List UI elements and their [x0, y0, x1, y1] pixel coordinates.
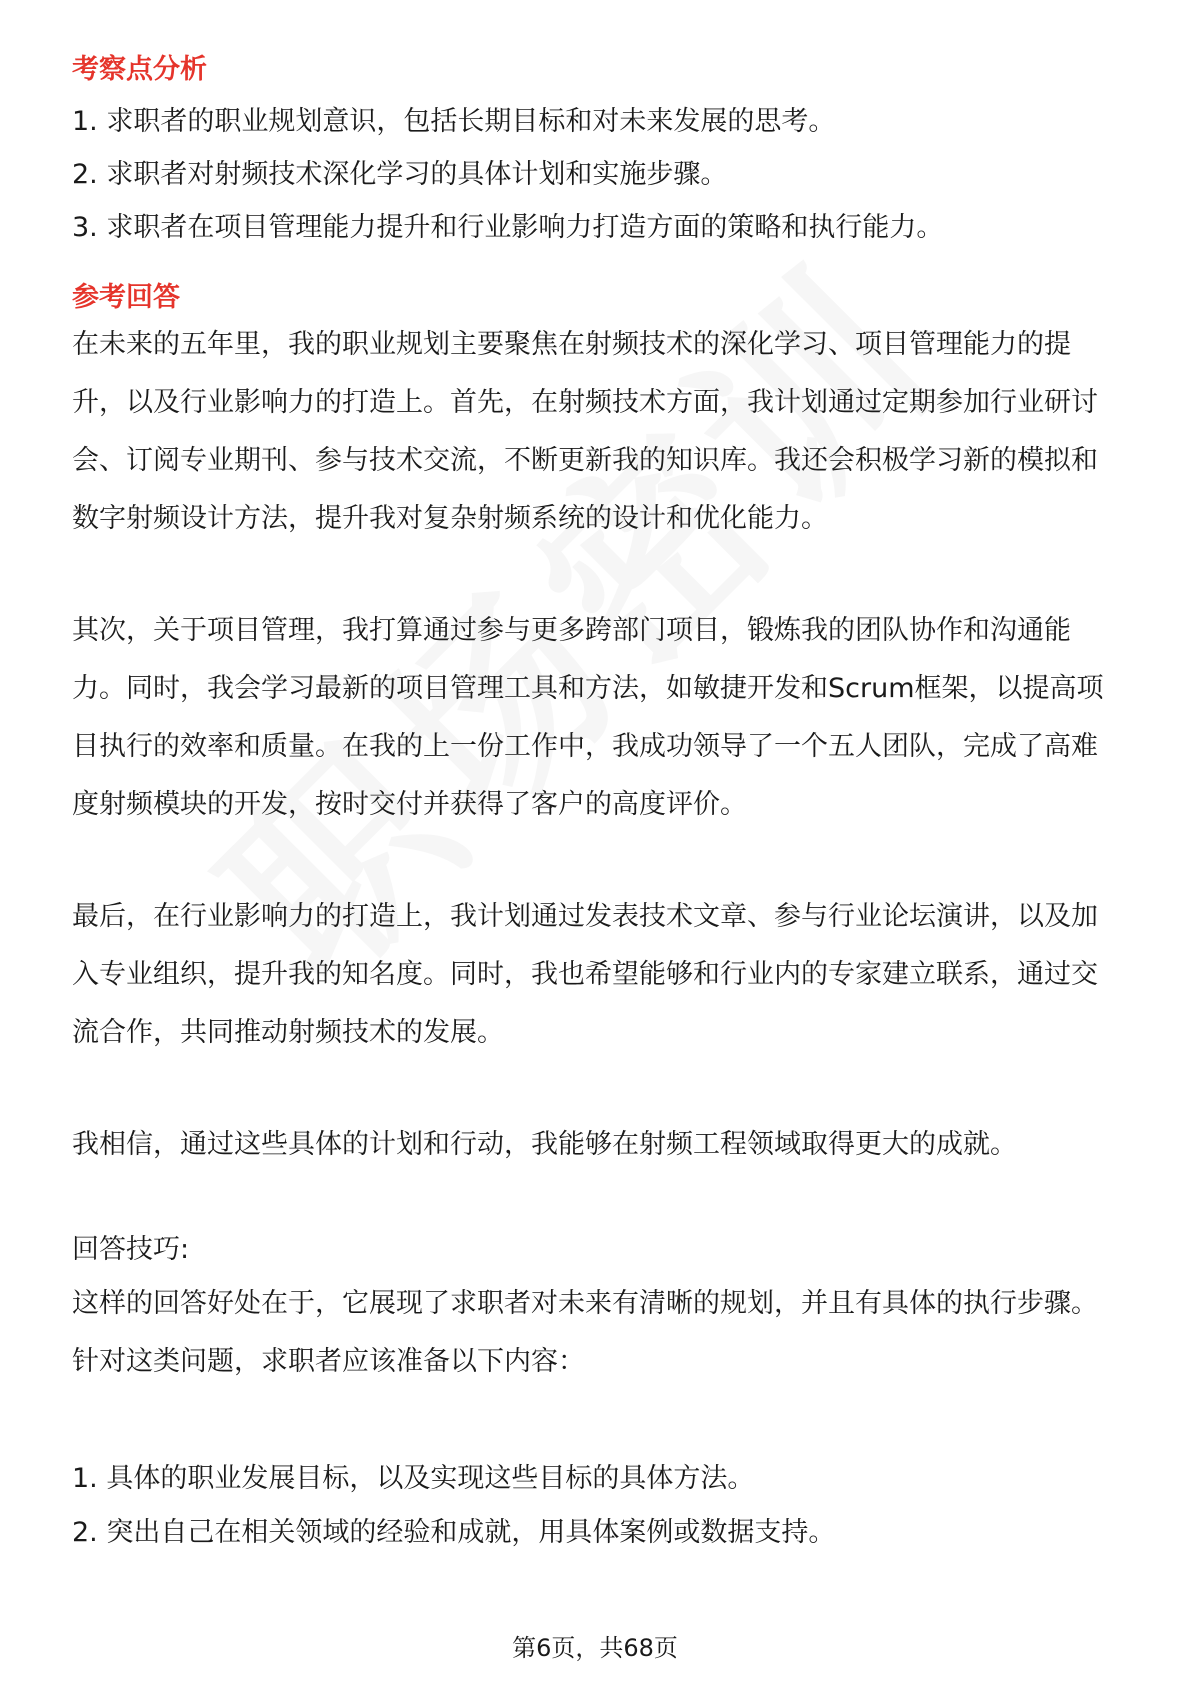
- section-heading-reference-answer: 参考回答: [72, 282, 180, 313]
- answer-paragraph: 最后，在行业影响力的打造上，我计划通过发表技术文章、参与行业论坛演讲，以及加入专业组织，提升我的知名度。同时，我也希望能够和行业内的专家建立联系，通过交流合作，共同推动射频技术的发展。: [72, 901, 1098, 1048]
- tips-item: 1. 具体的职业发展目标，以及实现这些目标的具体方法。: [72, 1463, 755, 1494]
- tips-intro: 这样的回答好处在于，它展现了求职者对未来有清晰的规划，并且有具体的执行步骤。针对这类问题，求职者应该准备以下内容：: [72, 1288, 1098, 1377]
- analysis-item: 1. 求职者的职业规划意识，包括长期目标和对未来发展的思考。: [72, 106, 836, 137]
- tips-item: 2. 突出自己在相关领域的经验和成就，用具体案例或数据支持。: [72, 1517, 836, 1548]
- answer-paragraph: 其次，关于项目管理，我打算通过参与更多跨部门项目，锻炼我的团队协作和沟通能力。同时，我会学习最新的项目管理工具和方法，如敏捷开发和Scrum框架，以提高项目执行的效率和质量。在我的上一份工作中，我成功领导了一个五人团队，完成了高难度射频模块的开发，按时交付并获得了客户的高度评价。: [72, 615, 1104, 820]
- section-heading-answer-tips: 回答技巧:: [72, 1234, 190, 1265]
- section-heading-analysis: 考察点分析: [72, 54, 207, 85]
- section-answer-tips: [72, 1230, 1118, 1553]
- page-content: [72, 50, 1118, 1553]
- analysis-item: 2. 求职者对射频技术深化学习的具体计划和实施步骤。: [72, 159, 728, 190]
- section-analysis: [72, 50, 1118, 248]
- page-footer: 第6页，共68页: [512, 1634, 678, 1662]
- answer-paragraph: 我相信，通过这些具体的计划和行动，我能够在射频工程领域取得更大的成就。: [72, 1129, 1017, 1160]
- section-reference-answer: [72, 278, 1118, 1174]
- analysis-item: 3. 求职者在项目管理能力提升和行业影响力打造方面的策略和执行能力。: [72, 212, 944, 243]
- answer-paragraph: 在未来的五年里，我的职业规划主要聚焦在射频技术的深化学习、项目管理能力的提升，以及行业影响力的打造上。首先，在射频技术方面，我计划通过定期参加行业研讨会、订阅专业期刊、参与技术交流，不断更新我的知识库。我还会积极学习新的模拟和数字射频设计方法，提升我对复杂射频系统的设计和优化能力。: [72, 329, 1098, 534]
